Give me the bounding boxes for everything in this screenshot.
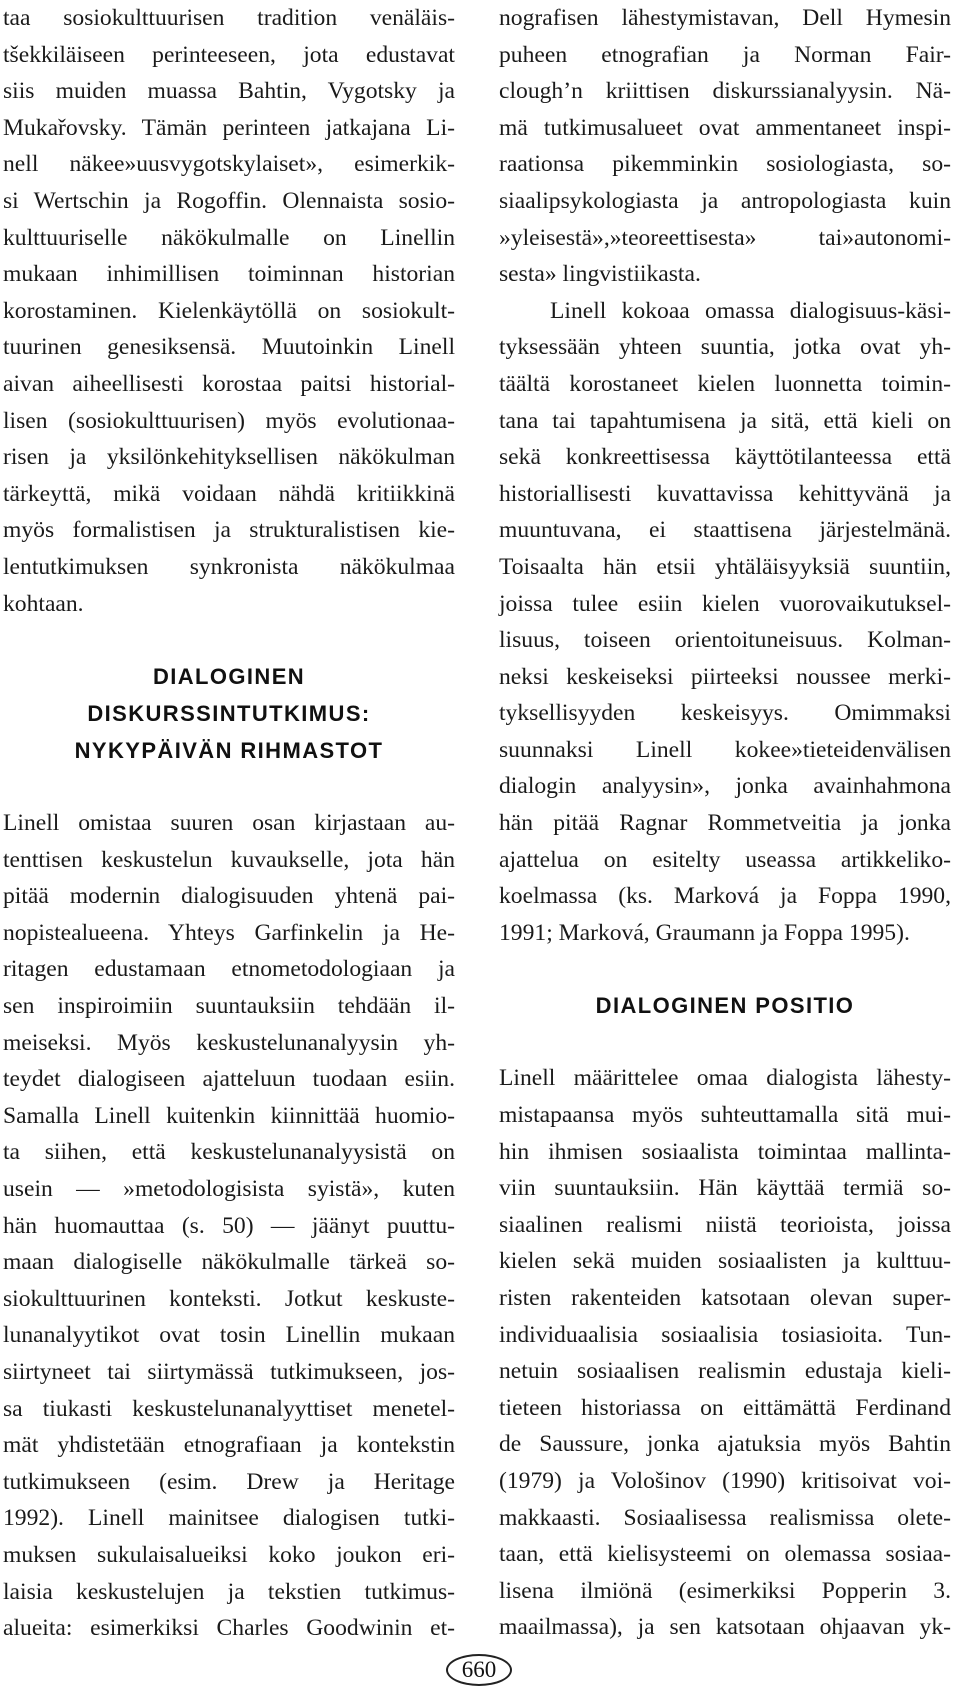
text-line: sa tiukasti keskustelunanalyyttiset menetel-: [3, 1395, 455, 1422]
text-line: 1991; Marková, Graumann ja Foppa 1995).: [499, 919, 910, 946]
text-line: mukaan inhimillisen toiminnan historian: [3, 261, 455, 288]
text-line: mät yhdistetään etnografiaan ja kontekstin: [3, 1432, 455, 1459]
text-line: sesta» lingvistiikasta.: [499, 261, 701, 288]
text-line: viin suuntauksiin. Hän käyttää termiä so-: [499, 1175, 951, 1202]
text-line: täältä korostaneet kielen luonnetta toimin-: [499, 370, 951, 397]
text-line: usein — »metodologisista syistä», kuten: [3, 1176, 455, 1203]
heading-line: DIALOGINEN POSITIO: [595, 993, 855, 1019]
text-line: mistapaansa myös suhteuttamalla sitä mui-: [499, 1102, 951, 1129]
text-line: clough’n kriittisen diskurssianalyysin. Nä-: [499, 78, 951, 105]
heading-line: DIALOGINEN: [152, 664, 306, 690]
text-line: lisena ilmiönä (esimerkiksi Popperin 3.: [499, 1577, 951, 1604]
text-line: koelmassa (ks. Marková ja Foppa 1990,: [499, 883, 951, 910]
text-line: individuaalisia sosiaalisia tosiasioita. Tun-: [499, 1321, 951, 1348]
text-line: nografisen lähestymistavan, Dell Hymesin: [499, 5, 951, 31]
text-line: tieteen historiassa on eittämättä Ferdinand: [499, 1394, 951, 1421]
text-line: laisia keskustelujen ja tekstien tutkimus-: [3, 1578, 455, 1605]
text-line: de Saussure, jonka ajatuksia myös Bahtin: [499, 1431, 951, 1458]
text-line: teydet dialogiseen ajatteluun tuodaan esiin.: [3, 1066, 455, 1093]
text-line: nell näkee»uusvygotskylaiset», esimerkik-: [3, 151, 455, 178]
text-line: suunnaksi Linell kokee»tieteidenvälisen: [499, 736, 951, 763]
text-line: dialogin analyysin», jonka avainhahmona: [499, 773, 951, 800]
text-line: maan dialogiselle näkökulmalle tärkeä so-: [3, 1249, 455, 1276]
text-line: Toisaalta hän etsii yhtäläisyyksiä suuntiin,: [499, 553, 951, 580]
paragraph-right-3: [499, 1060, 951, 1646]
right-column: [499, 0, 951, 1646]
text-line: siokulttuurinen konteksti. Jotkut keskuste-: [3, 1285, 455, 1312]
left-column: [3, 0, 455, 1647]
text-line: Linell kokoaa omassa dialogisuus-käsi-: [550, 297, 951, 324]
text-line: myös formalistisen ja strukturalistisen kie-: [3, 517, 455, 544]
paragraph-left-2: [3, 805, 455, 1647]
text-line: siaalinen realismi niistä teorioista, joissa: [499, 1211, 951, 1238]
text-line: taan, että kielisysteemi on olemassa sosiaa-: [499, 1541, 951, 1568]
text-line: 1992). Linell mainitsee dialogisen tutki-: [3, 1505, 455, 1532]
text-line: tyksellisyyden keskeisyys. Omimmaksi: [499, 700, 951, 727]
text-line: makkaasti. Sosiaalisessa realismissa olete-: [499, 1504, 951, 1531]
text-line: lunanalyytikot ovat tosin Linellin mukaan: [3, 1322, 455, 1349]
text-line: tana tai tapahtumisena ja sitä, että kieli on: [499, 407, 951, 434]
page-number: 660: [446, 1654, 512, 1686]
text-line: hin ihmisen sosiaalista toimintaa mallinta-: [499, 1138, 951, 1165]
text-line: mä tutkimusalueet ovat ammentaneet inspi-: [499, 114, 951, 141]
text-line: aivan aiheellisesti korostaa paitsi historial-: [3, 370, 455, 397]
text-line: lisen (sosiokulttuurisen) myös evolutionaa-: [3, 407, 455, 434]
text-line: netuin sosiaalisen realismin edustaja kieli-: [499, 1358, 951, 1385]
text-line: historiallisesti kuvattavissa kehittyvänä ja: [499, 480, 951, 507]
heading-line: NYKYPÄIVÄN RIHMASTOT: [74, 738, 384, 764]
text-line: Linell määrittelee omaa dialogista lähesty-: [499, 1065, 951, 1092]
text-line: Mukařovsky. Tämän perinteen jatkajana Li-: [3, 114, 455, 141]
text-line: pitää modernin dialogisuuden yhtenä pai-: [3, 883, 455, 910]
paragraph-right-2: [499, 293, 951, 952]
text-line: ajattelua on esitelty useassa artikkeliko-: [499, 846, 951, 873]
text-line: nopistealueena. Yhteys Garfinkelin ja He-: [3, 919, 455, 946]
text-line: tärkeyttä, mikä voidaan nähdä kritiikkinä: [3, 480, 455, 507]
text-line: taa sosiokulttuurisen tradition venäläis-: [3, 5, 455, 31]
text-line: neksi keskeiseksi piirteeksi noussee merki-: [499, 663, 951, 690]
text-line: siirtyneet tai siirtymässä tutkimukseen, jos-: [3, 1359, 455, 1385]
text-line: sekä konkreettisessa käyttötilanteessa että: [499, 444, 951, 471]
text-line: lentutkimuksen synkronista näkökulmaa: [3, 553, 455, 580]
text-line: siaalipsykologiasta ja antropologiasta kuin: [499, 187, 951, 214]
text-line: maailmassa), ja sen katsotaan ohjaavan yk-: [499, 1614, 951, 1641]
text-line: kulttuuriselle näkökulmalle on Linellin: [3, 224, 455, 251]
text-line: kielen sekä muiden sosiaalisten ja kulttuu-: [499, 1248, 951, 1275]
heading-line: DISKURSSINTUTKIMUS:: [87, 701, 371, 727]
text-line: puheen etnografian ja Norman Fair-: [499, 41, 951, 68]
text-line: meiseksi. Myös keskustelunanalyysin yh-: [3, 1029, 455, 1056]
text-line: risten rakenteiden katsotaan olevan super-: [499, 1285, 951, 1311]
text-line: (1979) ja Vološinov (1990) kritisoivat voi-: [499, 1467, 951, 1494]
text-line: tuurinen genesiksensä. Muutoinkin Linell: [3, 334, 455, 361]
text-line: ritagen edustamaan etnometodologiaan ja: [3, 956, 455, 983]
text-line: risen ja yksilönkehityksellisen näkökulman: [3, 444, 455, 471]
text-line: tšekkiläiseen perinteeseen, jota edustavat: [3, 41, 455, 68]
text-line: tenttisen keskustelun kuvaukselle, jota hän: [3, 846, 455, 873]
text-line: ta siihen, että keskustelunanalyysistä on: [3, 1139, 455, 1166]
section-heading-dialoginen-diskurssintutkimus: [3, 658, 455, 769]
text-line: raationsa pikemminkin sosiologiasta, so-: [499, 151, 951, 178]
text-line: Linell omistaa suuren osan kirjastaan au-: [3, 810, 455, 837]
text-line: kohtaan.: [3, 590, 84, 617]
text-line: hän huomauttaa (s. 50) — jäänyt puuttu-: [3, 1212, 455, 1239]
text-line: tutkimukseen (esim. Drew ja Heritage: [3, 1468, 455, 1495]
paragraph-right-1: [499, 0, 951, 293]
text-line: joissa tulee esiin kielen vuorovaikutuksel-: [499, 590, 951, 617]
text-line: tyksessään yhteen suuntia, jotka ovat yh-: [499, 334, 951, 361]
text-line: korostaminen. Kielenkäytöllä on sosiokult-: [3, 297, 455, 324]
text-line: sen inspiroimiin suuntauksiin tehdään il-: [3, 993, 455, 1020]
text-line: muksen sukulaisalueiksi koko joukon eri-: [3, 1541, 455, 1568]
text-line: hän pitää Ragnar Rommetveitia ja jonka: [499, 810, 951, 837]
section-heading-dialoginen-positio: [499, 987, 951, 1024]
text-line: lisuus, toiseen orientoituneisuus. Kolman-: [499, 627, 951, 654]
text-line: alueita: esimerkiksi Charles Goodwinin et-: [3, 1615, 455, 1642]
text-line: Samalla Linell kuitenkin kiinnittää huomio-: [3, 1102, 455, 1129]
paragraph-left-1: [3, 0, 455, 622]
text-line: »yleisestä»,»teoreettisesta» tai»autonomi-: [499, 224, 951, 251]
text-line: si Wertschin ja Rogoffin. Olennaista sosio-: [3, 187, 455, 214]
text-line: muuntuvana, ei staattisena järjestelmänä.: [499, 517, 951, 544]
text-line: siis muiden muassa Bahtin, Vygotsky ja: [3, 78, 455, 105]
